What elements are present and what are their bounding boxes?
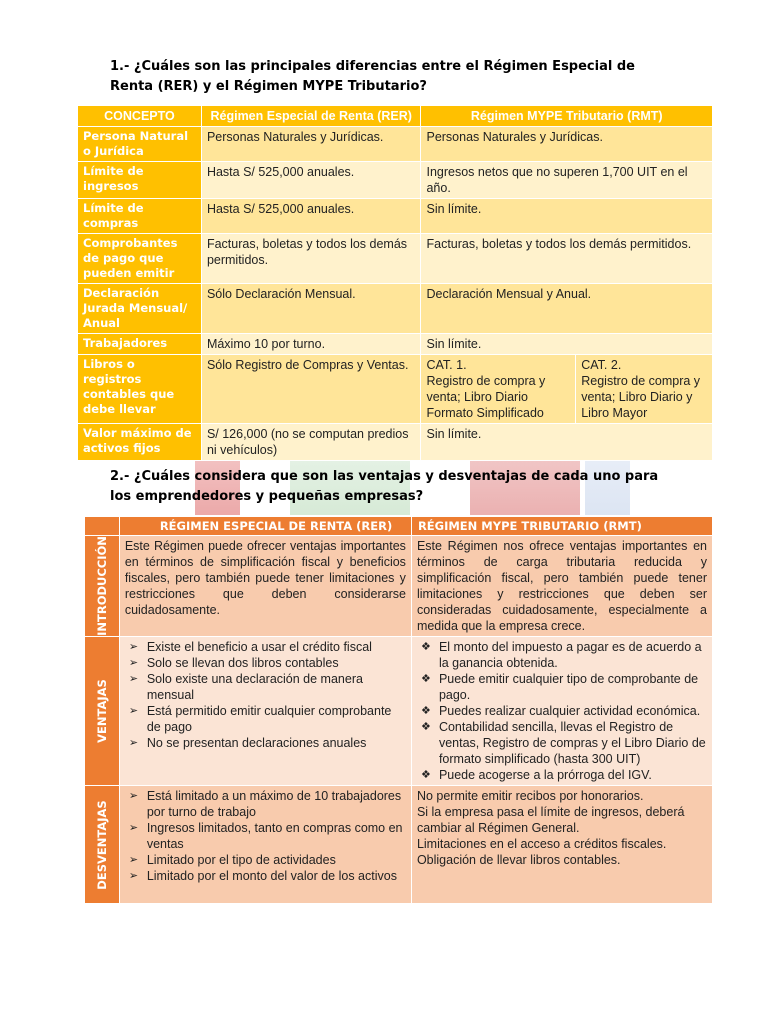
ventajas-label: VENTAJAS [94,679,109,743]
list-item [417,671,707,703]
arrow-bullet-icon: ➢ [128,870,139,882]
list-item-text: Si la empresa pasa el límite de ingresos, deberá cambiar al Régimen General. [416,805,685,835]
list-item [417,703,707,719]
desventajas-row [85,786,713,904]
intro-rmt-cell: Este Régimen nos ofrece ventajas importantes en términos de carga tributaria reducida y simplificación fiscal, pero también puede tener limitaciones y restricciones que deben ser consideradas cuidadosamente, especialmente a medida que la empresa crece. [411,536,712,637]
concept-cell: Persona Natural o Jurídica [78,127,202,162]
arrow-bullet-icon: ➢ [128,705,139,717]
table-row [78,127,713,162]
diamond-bullet-icon: ❖ [420,641,431,653]
diamond-bullet-icon: ❖ [420,705,431,717]
list-item [125,852,406,868]
list-item-text: Puede emitir cualquier tipo de comprobante de pago. [438,672,699,702]
list-item [125,639,406,655]
list-item-text: Existe el beneficio a usar el crédito fiscal [146,640,372,654]
list-item [125,820,406,852]
header-rmt: Régimen MYPE Tributario (RMT) [421,106,713,127]
comparison-table [77,105,713,461]
list-item [125,788,406,820]
concept-cell: Comprobantes de pago que pueden emitir [78,234,202,284]
header-concepto: CONCEPTO [78,106,202,127]
concept-cell: Límite de compras [78,199,202,234]
table-row [78,355,713,424]
cat1-text: Registro de compra y venta; Libro Diario Formato Simplificado [426,374,546,420]
header-rer: Régimen Especial de Renta (RER) [201,106,421,127]
diamond-bullet-icon: ❖ [420,721,431,733]
arrow-bullet-icon: ➢ [128,790,139,802]
list-item-text: Limitado por el tipo de actividades [146,853,336,867]
list-item [125,655,406,671]
concept-cell: Libros o registros contables que debe llevar [78,355,202,424]
diamond-bullet-icon: ❖ [420,673,431,685]
intro-label: INTRODUCCIÓN [94,536,109,636]
arrow-bullet-icon: ➢ [128,822,139,834]
list-item-text: Está permitido emitir cualquier comprobante de pago [146,704,392,734]
list-item-text: Limitado por el monto del valor de los activos [146,869,397,883]
pros-cons-table [84,516,713,904]
rer-cell: Personas Naturales y Jurídicas. [201,127,421,162]
concept-cell: Límite de ingresos [78,162,202,199]
table-row [78,199,713,234]
rer-cell: Hasta S/ 525,000 anuales. [201,199,421,234]
ventajas-rer-cell [119,637,411,786]
list-item [417,639,707,671]
arrow-bullet-icon: ➢ [128,854,139,866]
question-2-line-2: los emprendedores y pequeñas empresas? [110,489,424,504]
list-item [125,868,406,884]
arrow-bullet-icon: ➢ [128,673,139,685]
list-item-text: No permite emitir recibos por honorarios. [416,789,644,803]
table-row [78,234,713,284]
rmt-cell: Sin límite. [421,334,713,355]
ventajas-row [85,637,713,786]
desventajas-rer-list [125,788,406,884]
rmt-cell: Declaración Mensual y Anual. [421,284,713,334]
rer-cell: Hasta S/ 525,000 anuales. [201,162,421,199]
intro-rer-cell: Este Régimen puede ofrecer ventajas importantes en términos de simplificación fiscal y beneficios fiscales, pero también puede tener limitaciones y restricciones que deben considerarse cuidadosamente. [119,536,411,637]
diamond-bullet-icon: ❖ [420,769,431,781]
ventajas-rmt-list [417,639,707,783]
arrow-bullet-icon: ➢ [128,641,139,653]
arrow-bullet-icon: ➢ [128,657,139,669]
list-item-text: Contabilidad sencilla, llevas el Registro de ventas, Registro de compras y el Libro Diario de formato simplificado (hasta 300 UIT) [438,720,706,766]
concept-cell: Declaración Jurada Mensual/ Anual [78,284,202,334]
header-rmt: RÉGIMEN MYPE TRIBUTARIO (RMT) [411,517,712,536]
ventajas-label-cell [85,637,120,786]
header-blank [85,517,120,536]
list-item [417,719,707,767]
header-rer: RÉGIMEN ESPECIAL DE RENTA (RER) [119,517,411,536]
desventajas-rmt-cell [411,786,712,904]
question-2-line-1: 2.- ¿Cuáles considera que son las ventajas y desventajas de cada uno para [110,469,659,484]
list-item-text: Solo se llevan dos libros contables [146,656,339,670]
desventajas-label-cell [85,786,120,904]
list-item-text: El monto del impuesto a pagar es de acuerdo a la ganancia obtenida. [438,640,702,670]
list-item [125,703,406,735]
list-item-text: Está limitado a un máximo de 10 trabajadores por turno de trabajo [146,789,402,819]
rer-cell: S/ 126,000 (no se computan predios ni vehículos) [201,424,421,461]
list-item-text: Ingresos limitados, tanto en compras como en ventas [146,821,403,851]
list-item-text: Limitaciones en el acceso a créditos fiscales. [416,837,667,851]
ventajas-rer-list [125,639,406,751]
rer-cell: Sólo Declaración Mensual. [201,284,421,334]
list-item [125,735,406,751]
rmt-cell: Ingresos netos que no superen 1,700 UIT en el año. [421,162,713,199]
question-2 [110,467,670,507]
cat1-title: CAT. 1. [426,358,467,372]
concept-cell: Trabajadores [78,334,202,355]
arrow-bullet-icon: ➢ [128,737,139,749]
rmt-cat1-cell [421,355,576,424]
rer-cell: Facturas, boletas y todos los demás permitidos. [201,234,421,284]
intro-row [85,536,713,637]
ventajas-rmt-cell [411,637,712,786]
intro-label-cell [85,536,120,637]
table-row [78,284,713,334]
question-1-line-1: 1.- ¿Cuáles son las principales diferencias entre el Régimen Especial de [110,59,635,74]
table-row [78,334,713,355]
rmt-cell: Personas Naturales y Jurídicas. [421,127,713,162]
cat2-title: CAT. 2. [581,358,622,372]
rmt-cat2-cell [576,355,713,424]
table-row [78,424,713,461]
list-item-text: Puedes realizar cualquier actividad económica. [438,704,701,718]
table-row [78,162,713,199]
concept-cell: Valor máximo de activos fijos [78,424,202,461]
list-item [125,671,406,703]
desventajas-rer-cell [119,786,411,904]
cat2-text: Registro de compra y venta; Libro Diario y Libro Mayor [581,374,701,420]
question-1 [110,57,670,97]
list-item [417,767,707,783]
desventajas-rmt-list [417,788,707,868]
question-1-line-2: Renta (RER) y el Régimen MYPE Tributario? [110,79,427,94]
table-header-row [78,106,713,127]
list-item-text: Obligación de llevar libros contables. [416,853,621,867]
rmt-cell: Facturas, boletas y todos los demás permitidos. [421,234,713,284]
table-header-row [85,517,713,536]
rmt-cell: Sin límite. [421,199,713,234]
list-item-text: No se presentan declaraciones anuales [146,736,367,750]
list-item-text: Solo existe una declaración de manera mensual [146,672,363,702]
rer-cell: Máximo 10 por turno. [201,334,421,355]
rer-cell: Sólo Registro de Compras y Ventas. [201,355,421,424]
desventajas-label: DESVENTAJAS [94,799,109,890]
list-item-text: Puede acogerse a la prórroga del IGV. [438,768,652,782]
rmt-cell: Sin límite. [421,424,713,461]
